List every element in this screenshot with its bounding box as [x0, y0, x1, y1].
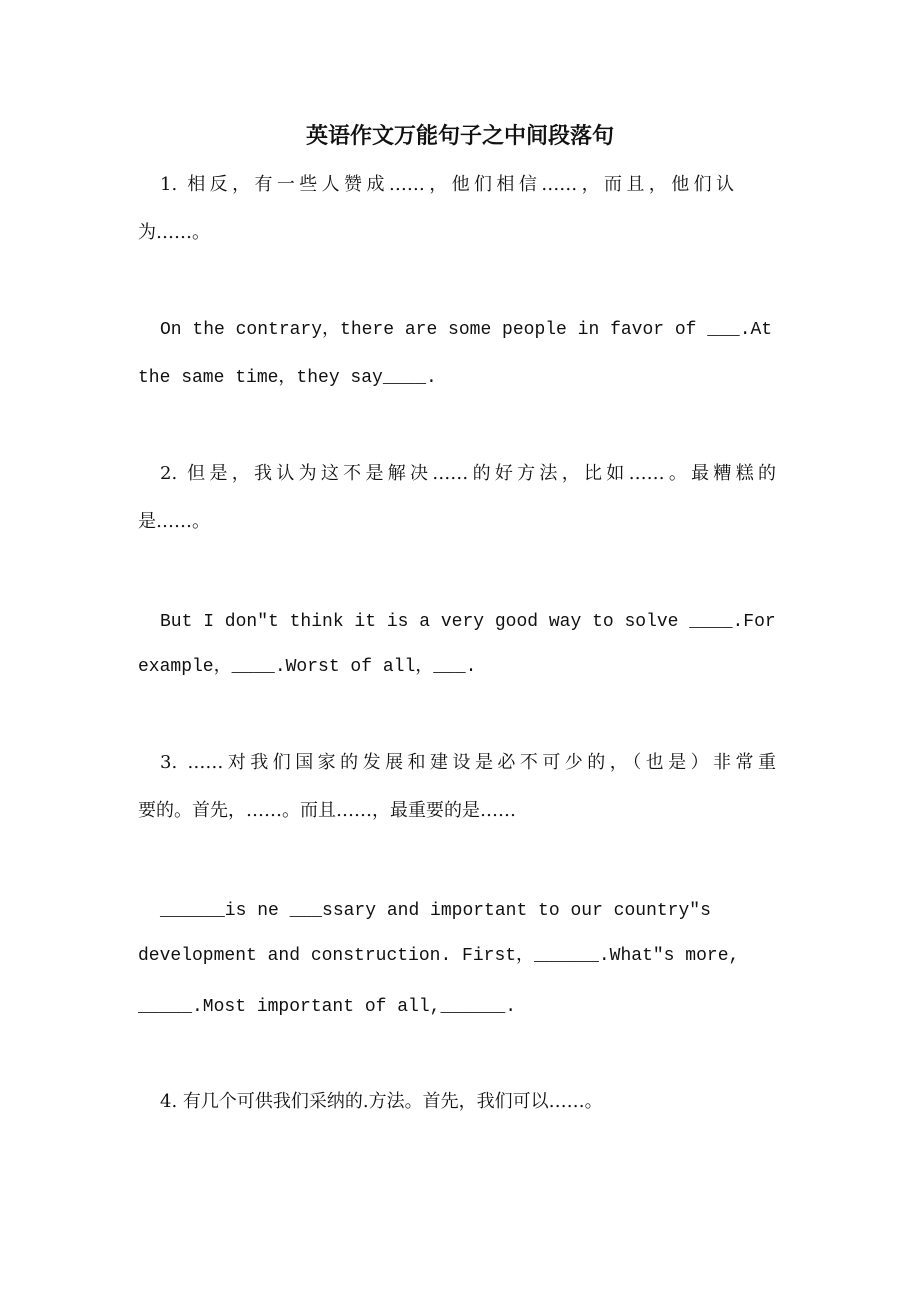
item-1-chinese-line-2: 为……。 — [138, 222, 210, 243]
item-1-english-line-1: On the contrary，there are some people in favor of ___.At — [160, 320, 773, 340]
item-1-chinese-line-1: 1. 相反，有一些人赞成……，他们相信……，而且，他们认 — [160, 174, 734, 195]
item-1-english-line-2: the same time，they say____. — [138, 368, 437, 388]
document-title: 英语作文万能句子之中间段落句 — [305, 123, 614, 149]
item-3-english-line-2: development and construction. First，______.What″s more, — [138, 946, 740, 966]
item-2-chinese-line-1: 2. 但是，我认为这不是解决……的好方法，比如……。最糟糕的 — [160, 463, 776, 484]
item-2-english-line-1: But I don″t think it is a very good way to solve ____.For — [160, 612, 776, 632]
item-3-chinese-line-2: 要的。首先，……。而且……，最重要的是…… — [138, 800, 516, 821]
item-4-chinese-line-1: 4. 有几个可供我们采纳的.方法。首先，我们可以……。 — [160, 1091, 603, 1112]
item-2-chinese-line-2: 是……。 — [138, 511, 210, 532]
item-3-chinese-line-1: 3. ……对我们国家的发展和建设是必不可少的，（也是）非常重 — [160, 752, 776, 773]
item-2-english-line-2: example，____.Worst of all，___. — [138, 657, 477, 677]
item-3-english-line-1: ______is ne ___ssary and important to our country″s — [160, 901, 711, 921]
item-3-english-line-3: _____.Most important of all,______. — [138, 997, 517, 1017]
